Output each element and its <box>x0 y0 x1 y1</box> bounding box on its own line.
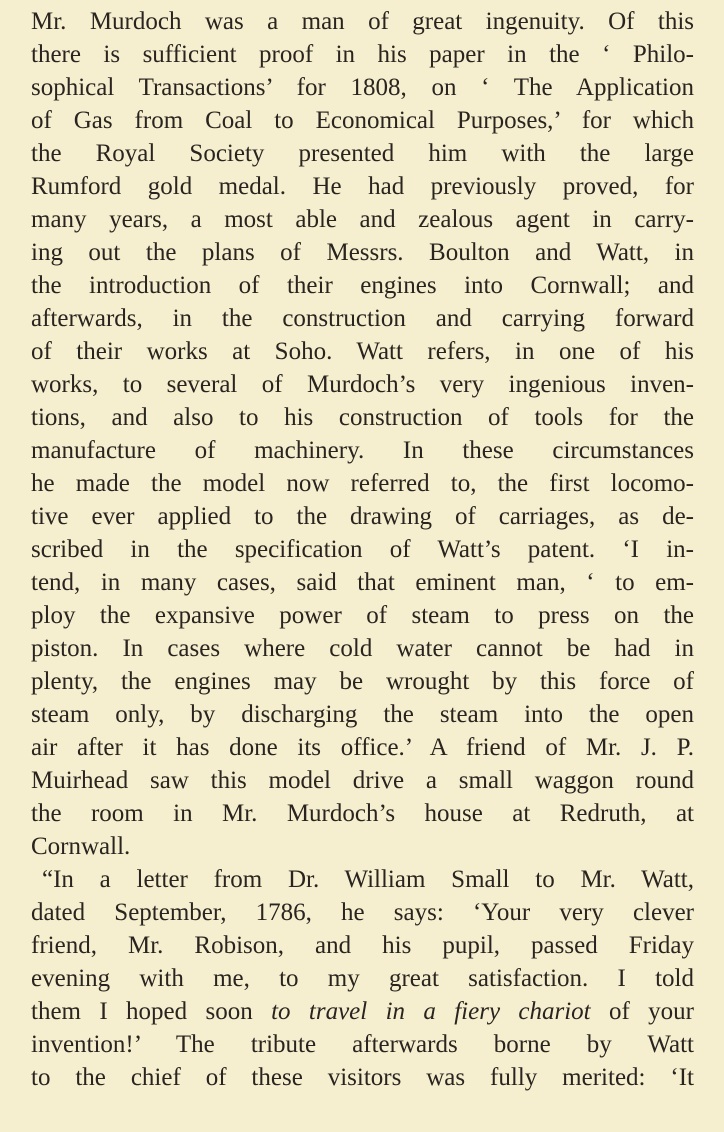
text-line: the room in Mr. Murdoch’s house at Redruth, at <box>31 800 694 827</box>
text-line: Rumford gold medal. He had previously proved, for <box>31 173 694 200</box>
text-line: the introduction of their engines into Cornwall; and <box>31 272 694 299</box>
text-line: he made the model now referred to, the first locomo- <box>31 470 694 497</box>
text-line: scribed in the specification of Watt’s patent. ‘I in- <box>31 536 694 563</box>
text-line: manufacture of machinery. In these circumstances <box>31 437 694 464</box>
text-line: ing out the plans of Messrs. Boulton and Watt, in <box>31 239 694 266</box>
text-line: Muirhead saw this model drive a small waggon round <box>31 767 694 794</box>
paragraph-start-line: “In a letter from Dr. William Small to Mr. Watt, <box>42 866 694 893</box>
text-line: tive ever applied to the drawing of carriages, as de- <box>31 503 694 530</box>
text-line: sophical Transactions’ for 1808, on ‘ The Application <box>31 74 694 101</box>
text-segment: them I hoped soon <box>31 998 272 1025</box>
text-line: steam only, by discharging the steam into the open <box>31 701 694 728</box>
text-line: dated September, 1786, he says: ‘Your very clever <box>31 899 694 926</box>
text-line: of their works at Soho. Watt refers, in one of his <box>31 338 694 365</box>
text-line-with-italic <box>0 995 724 1028</box>
text-line: plenty, the engines may be wrought by this force of <box>31 668 694 695</box>
text-line: there is sufficient proof in his paper in the ‘ Philo- <box>31 41 694 68</box>
italic-phrase: to travel in a fiery chariot <box>271 998 591 1025</box>
text-line: friend, Mr. Robison, and his pupil, passed Friday <box>31 932 694 959</box>
text-line: afterwards, in the construction and carrying forward <box>31 305 694 332</box>
text-line: tend, in many cases, said that eminent man, ‘ to em- <box>31 569 694 596</box>
text-line: evening with me, to my great satisfaction. I told <box>31 965 694 992</box>
text-line: air after it has done its office.’ A friend of Mr. J. P. <box>31 734 694 761</box>
text-segment: of your <box>590 998 695 1025</box>
text-line: Mr. Murdoch was a man of great ingenuity. Of this <box>31 8 694 35</box>
text-line: invention!’ The tribute afterwards borne by Watt <box>31 1031 694 1058</box>
text-line: many years, a most able and zealous agent in carry- <box>31 206 694 233</box>
text-line: tions, and also to his construction of tools for the <box>31 404 694 431</box>
text-line: piston. In cases where cold water cannot be had in <box>31 635 694 662</box>
text-line: of Gas from Coal to Economical Purposes,’ for which <box>31 107 694 134</box>
paragraph-end-line: Cornwall. <box>31 833 131 860</box>
text-line: to the chief of these visitors was fully merited: ‘It <box>31 1064 694 1091</box>
text-line: the Royal Society presented him with the large <box>31 140 694 167</box>
text-line: ploy the expansive power of steam to press on the <box>31 602 694 629</box>
text-line: works, to several of Murdoch’s very ingenious inven- <box>31 371 694 398</box>
